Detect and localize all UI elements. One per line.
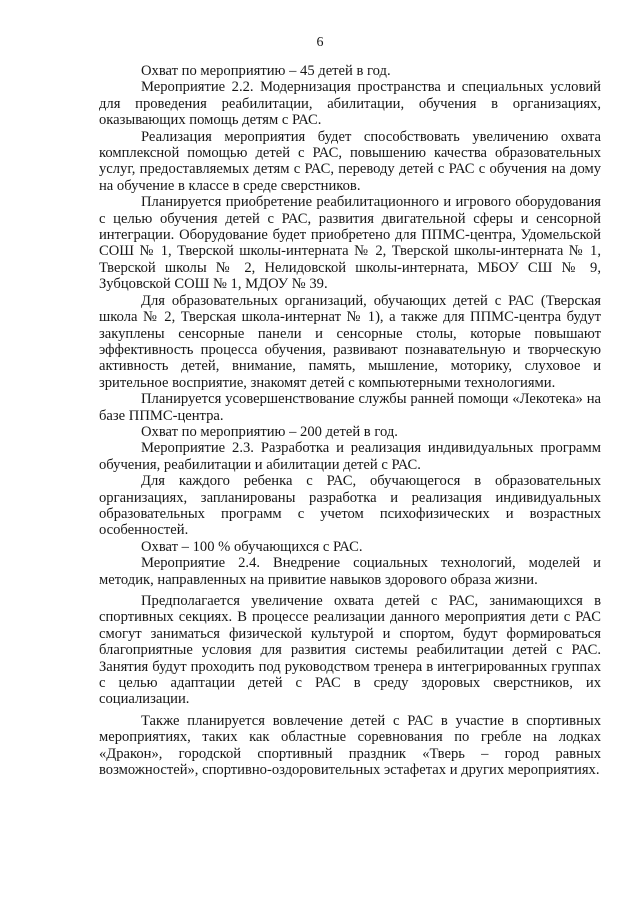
body-text	[99, 63, 601, 778]
paragraph-sensory-panels: Для образовательных организаций, обучающих детей с РАС (Тверская школа № 2, Тверская школа-интернат № 1), а также для ППМС-центра будут закуплены сенсорные панели и сенсорные столы, которые повышают эффективность процесса обучения, развивают познавательную и творческую активность детей, внимание, память, мышление, моторику, слуховое и зрительное восприятие, знакомят детей с компьютерными технологиями.	[99, 292, 601, 391]
page-number: 6	[316, 35, 324, 50]
paragraph-coverage-100: Охват – 100 % обучающихся с РАС.	[141, 538, 363, 555]
paragraph-coverage-45: Охват по мероприятию – 45 детей в год.	[141, 63, 391, 79]
paragraph-coverage-200: Охват по мероприятию – 200 детей в год.	[141, 423, 398, 440]
paragraph-sports-sections: Предполагается увеличение охвата детей с РАС, занимающихся в спортивных секциях. В процессе реализации данного мероприятия дети с РАС смогут заниматься физической культурой и спортом, будут формироваться благоприятные условия для развития системы реабилитации детей с РАС. Занятия будут проходить под руководством тренера в интегрированных группах с целью адаптации детей с РАС в среду здоровых сверстников, их социализации.	[99, 593, 601, 708]
paragraph-equipment-purchase: Планируется приобретение реабилитационного и игрового оборудования с целью обучения детей с РАС, развития двигательной сферы и сенсорной интеграции. Оборудование будет приобретено для ППМС-центра, Удомельской СОШ № 1, Тверской школы-интерната № 2, Тверской школы-интерната № 1, Тверской школы № 2, Нелидовской школы-интерната, МБОУ СШ № 9, Зубцовской СОШ № 1, МДОУ № 39.	[99, 194, 601, 293]
paragraph-measure-2-2: Мероприятие 2.2. Модернизация пространства и специальных условий для проведения реабилитации, абилитации, обучения в организациях, оказывающих помощь детям с РАС.	[99, 79, 601, 129]
paragraph-implementation-2-2: Реализация мероприятия будет способствовать увеличению охвата комплексной помощью детей с РАС, повышению качества образовательных услуг, предоставляемых детям с РАС, переводу детей с РАС с обучения на дому на обучение в классе в среде сверстников.	[99, 128, 601, 194]
paragraph-measure-2-4: Мероприятие 2.4. Внедрение социальных технологий, моделей и методик, направленных на привитие навыков здорового образа жизни.	[99, 555, 601, 588]
paragraph-lekoteka: Планируется усовершенствование службы ранней помощи «Лекотека» на базе ППМС-центра.	[99, 391, 601, 424]
paragraph-measure-2-3: Мероприятие 2.3. Разработка и реализация индивидуальных программ обучения, реабилитации и абилитации детей с РАС.	[99, 440, 601, 473]
paragraph-sports-events: Также планируется вовлечение детей с РАС в участие в спортивных мероприятиях, таких как областные соревнования по гребле на лодках «Дракон», городской спортивный праздник «Тверь – город равных возможностей», спортивно-оздоровительных эстафетах и других мероприятиях.	[99, 712, 601, 779]
paragraph-individual-programs: Для каждого ребенка с РАС, обучающегося в образовательных организациях, запланированы разработка и реализация индивидуальных образовательных программ с учетом психофизических и возрастных особенностей.	[99, 473, 601, 539]
